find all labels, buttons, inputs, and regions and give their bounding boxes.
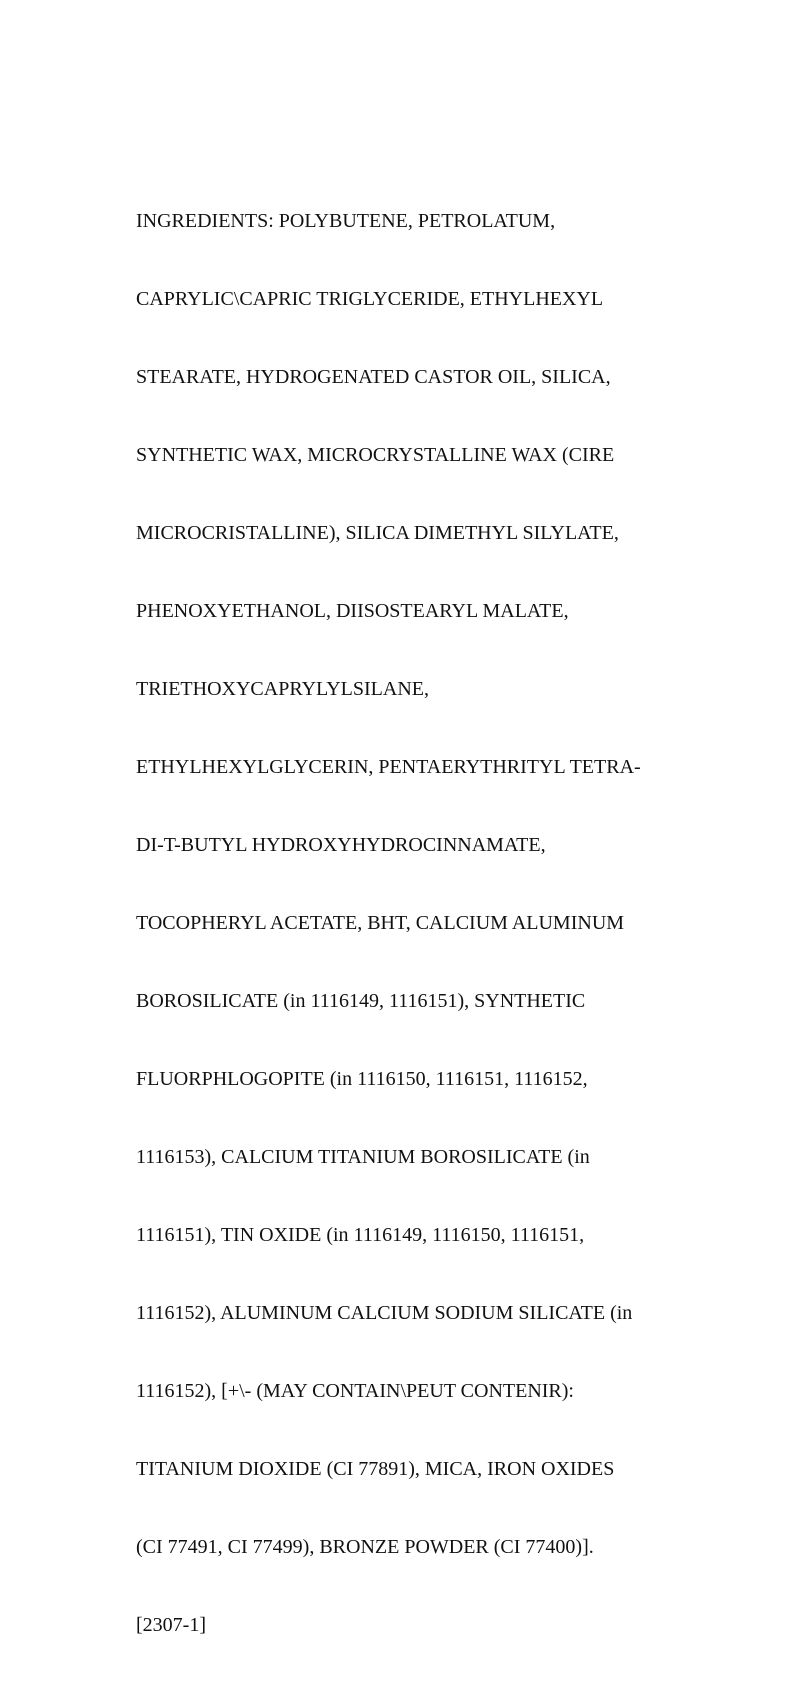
ingredients-line: CAPRYLIC\CAPRIC TRIGLYCERIDE, ETHYLHEXYL [136,288,604,310]
ingredients-line: 1116152), [+\- (MAY CONTAIN\PEUT CONTENIR): [136,1380,574,1402]
ingredients-line: ETHYLHEXYLGLYCERIN, PENTAERYTHRITYL TETRA- [136,756,641,778]
ingredients-line: 1116151), TIN OXIDE (in 1116149, 1116150, 1116151, [136,1224,585,1246]
ingredients-line: DI-T-BUTYL HYDROXYHYDROCINNAMATE, [136,834,546,856]
ingredients-line: 1116153), CALCIUM TITANIUM BOROSILICATE (in [136,1146,590,1168]
ingredients-line: TITANIUM DIOXIDE (CI 77891), MICA, IRON OXIDES [136,1458,615,1480]
ingredients-line: FLUORPHLOGOPITE (in 1116150, 1116151, 1116152, [136,1068,588,1090]
ingredients-line: INGREDIENTS: POLYBUTENE, PETROLATUM, [136,210,556,232]
ingredients-line: 1116152), ALUMINUM CALCIUM SODIUM SILICATE (in [136,1302,633,1324]
ingredients-line: BOROSILICATE (in 1116149, 1116151), SYNTHETIC [136,990,586,1012]
ingredients-line: (CI 77491, CI 77499), BRONZE POWDER (CI 77400)]. [136,1536,594,1558]
ingredients-text-block [136,156,736,1690]
ingredients-line: TRIETHOXYCAPRYLYLSILANE, [136,678,429,700]
ingredients-line: MICROCRISTALLINE), SILICA DIMETHYL SILYLATE, [136,522,619,544]
ingredients-line: PHENOXYETHANOL, DIISOSTEARYL MALATE, [136,600,569,622]
ingredients-line: [2307-1] [136,1614,206,1636]
ingredients-line: TOCOPHERYL ACETATE, BHT, CALCIUM ALUMINUM [136,912,625,934]
ingredients-line: STEARATE, HYDROGENATED CASTOR OIL, SILICA, [136,366,611,388]
ingredients-line: SYNTHETIC WAX, MICROCRYSTALLINE WAX (CIRE [136,444,615,466]
